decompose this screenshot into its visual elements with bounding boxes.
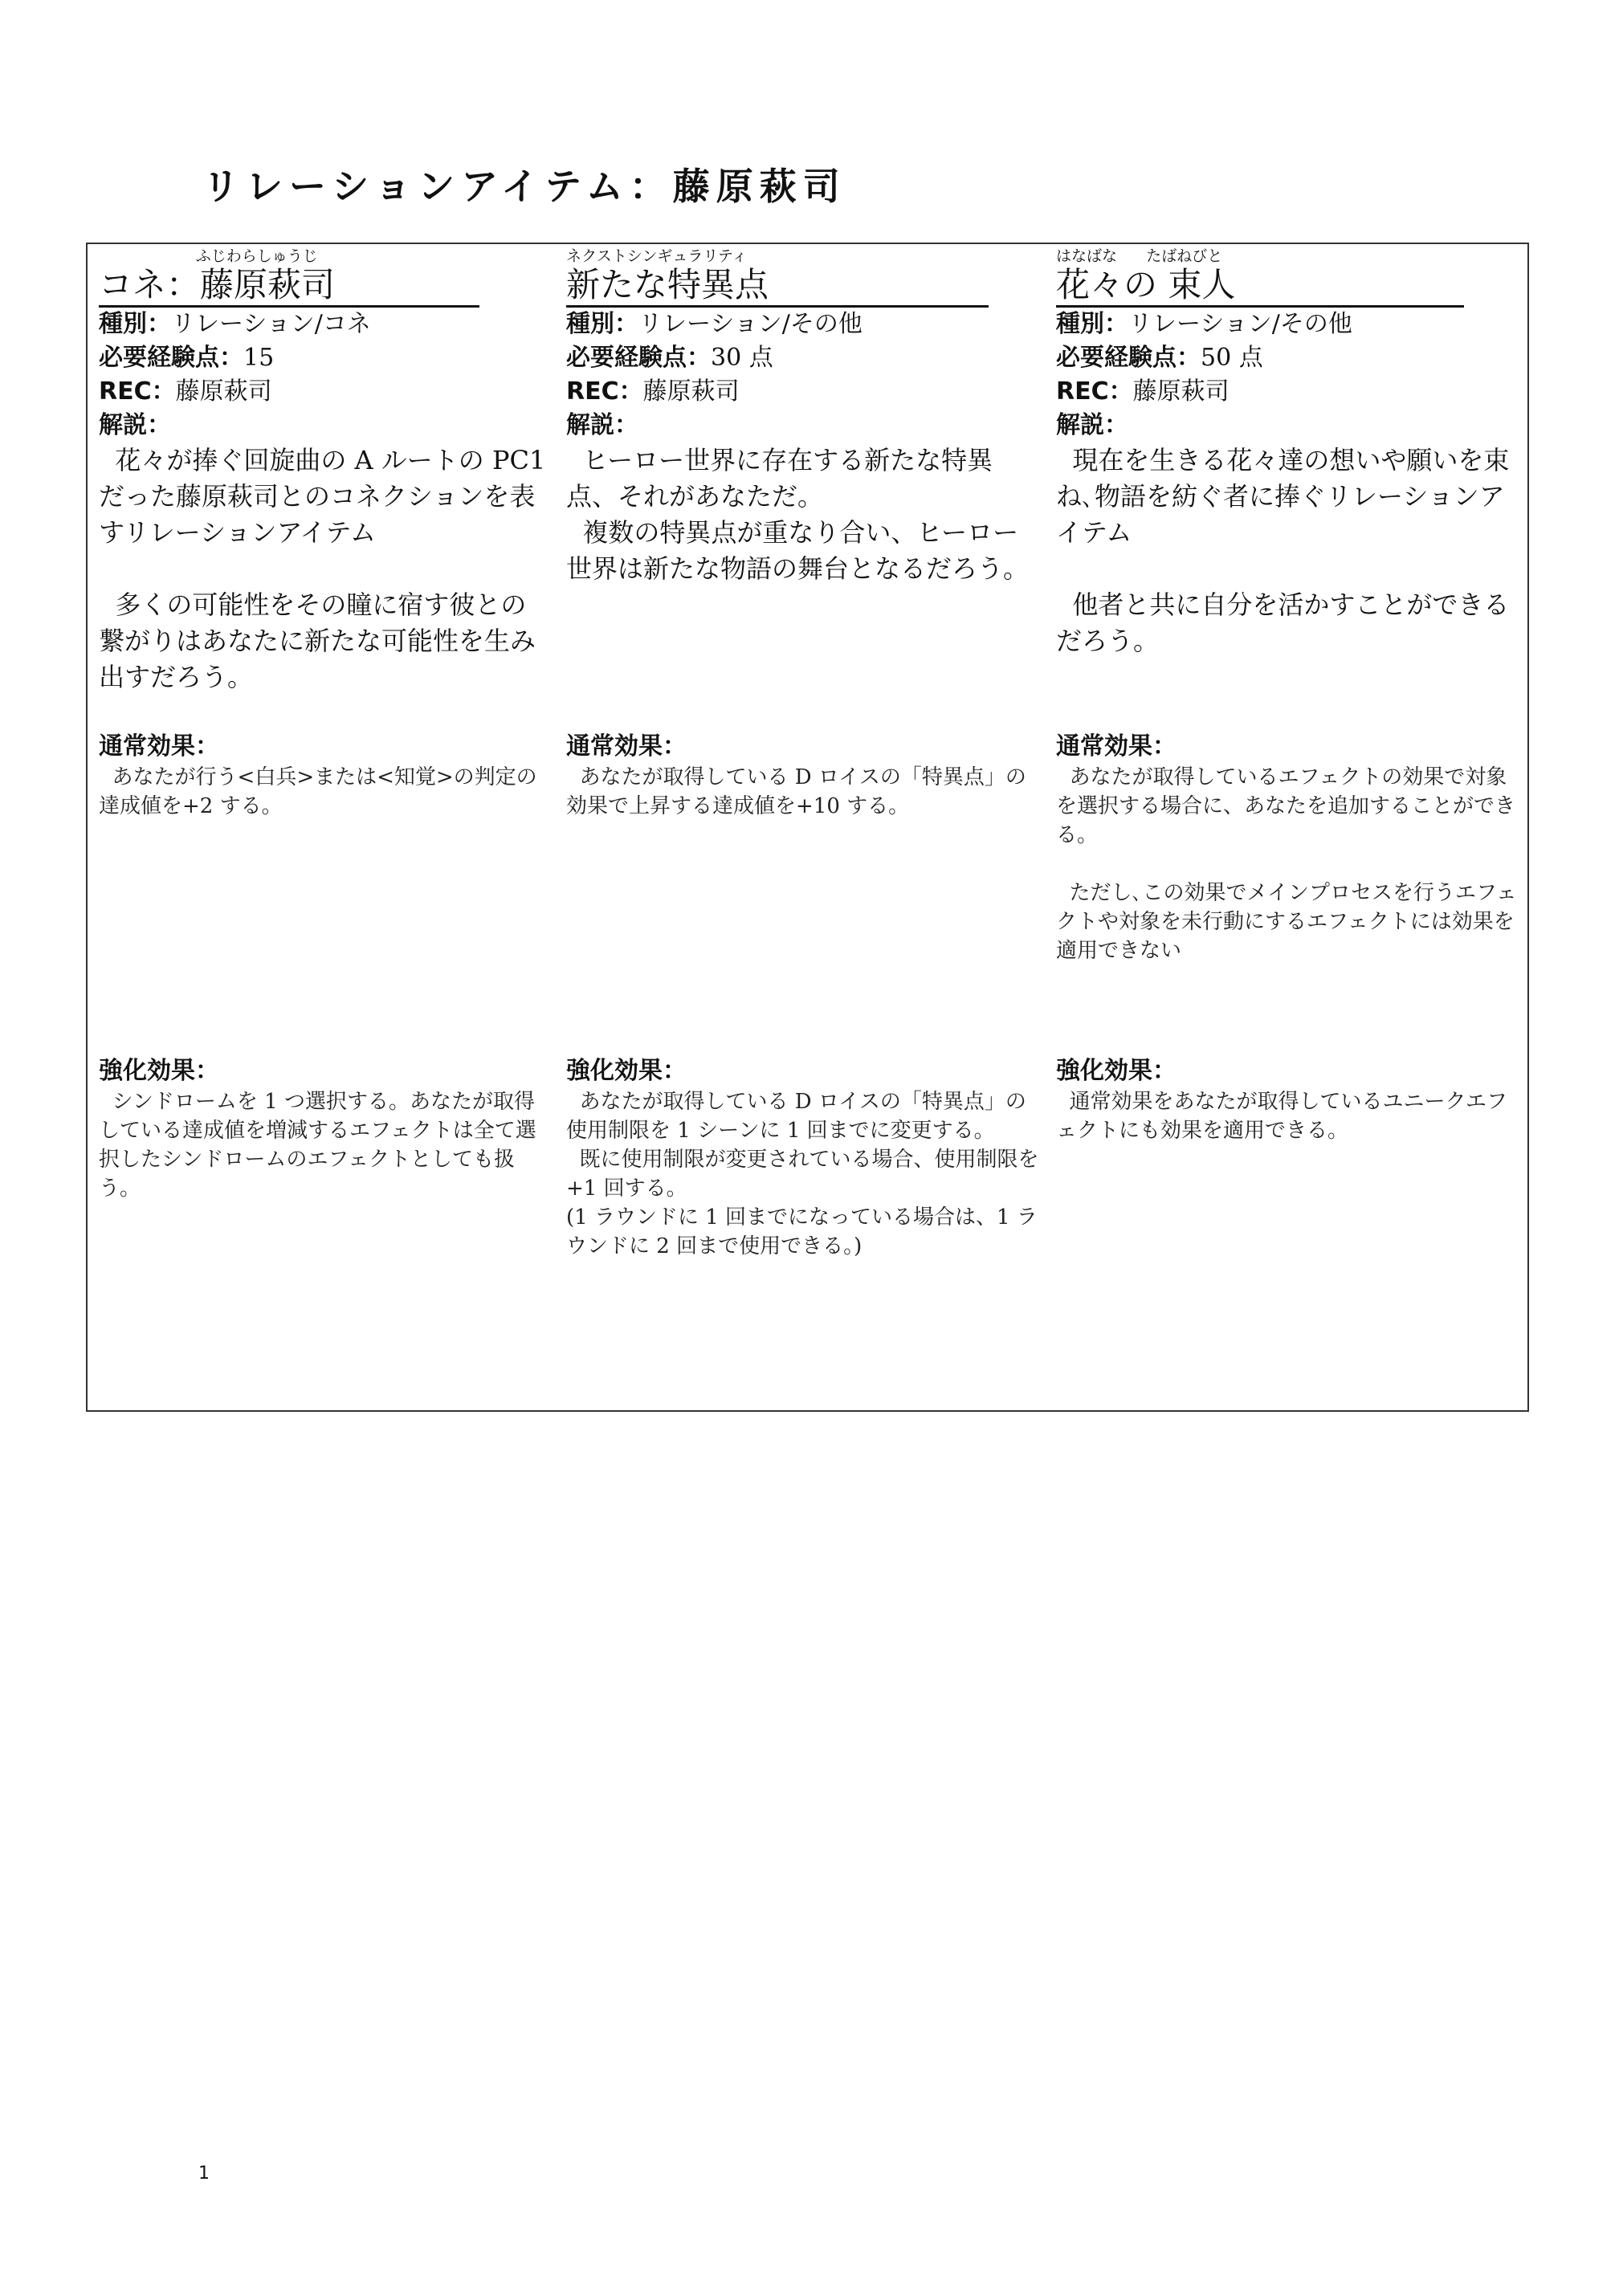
item-rec-row: [99, 375, 549, 409]
boost-effect-label: 強化効果：: [566, 1057, 687, 1085]
item-exp-row: [566, 341, 1040, 375]
normal-effect-label: 通常効果：: [99, 732, 219, 761]
item-card-2: [566, 244, 1040, 1410]
item-name: 花々の 束人: [1056, 265, 1464, 308]
boost-effect-label: 強化効果：: [1056, 1057, 1177, 1085]
item-description: 現在を生きる花々達の想いや願いを束ね､物語を紡ぐ者に捧ぐリレーションアイテム 他者と共に自分を活かすことができるだろう。: [1056, 445, 1510, 656]
normal-effect-text: あなたが取得している D ロイスの「特異点」の効果で上昇する達成値を+10 する。: [566, 765, 1026, 818]
normal-effect-section: [1056, 731, 1522, 965]
type-label: 種別：: [566, 310, 638, 338]
boost-effect-text: 通常効果をあなたが取得しているユニークエフェクトにも効果を適用できる。: [1056, 1090, 1508, 1143]
boost-effect-label: 強化効果：: [99, 1057, 219, 1085]
item-rec-row: [566, 375, 1040, 409]
description-label: 解説：: [1056, 411, 1128, 439]
rec-label: REC：: [1056, 377, 1133, 406]
item-card-1: [99, 244, 549, 1410]
item-description: 花々が捧ぐ回旋曲の A ルートの PC1 だった藤原萩司とのコネクションを表すリレーションアイテム 多くの可能性をその瞳に宿す彼との繋がりはあなたに新たな可能性を生み出すだろう。: [99, 445, 546, 692]
relation-item-table: [86, 243, 1529, 1412]
exp-value: 15: [243, 344, 275, 372]
type-value: リレーション/その他: [638, 310, 863, 338]
item-exp-row: [99, 341, 549, 375]
boost-effect-text: あなたが取得している D ロイスの「特異点」の使用制限を 1 シーンに 1 回までに変更する。 既に使用制限が変更されている場合、使用制限を+1 回する。 (1 ラウンドに 1 回までになっている場合は、1 ラウンドに 2 回まで使用できる。): [566, 1090, 1039, 1258]
type-value: リレーション/コネ: [171, 310, 371, 338]
item-card-3: [1056, 244, 1522, 1410]
boost-effect-section: [1056, 1055, 1522, 1145]
description-label: 解説：: [99, 411, 171, 439]
rec-value: 藤原萩司: [175, 377, 272, 406]
normal-effect-text: あなたが取得しているエフェクトの効果で対象を選択する場合に、あなたを追加することができる。 ただし､この効果でメインプロセスを行うエフェクトや対象を未行動にするエフェクトには効果を適用できない: [1056, 765, 1517, 963]
rec-value: 藤原萩司: [1132, 377, 1230, 406]
item-name: コネ：藤原萩司: [99, 265, 479, 308]
item-rec-row: [1056, 375, 1522, 409]
boost-effect-text: シンドロームを 1 つ選択する。あなたが取得している達成値を増減するエフェクトは全て選択したシンドロームのエフェクトとしても扱う。: [99, 1090, 536, 1201]
item-type-row: [1056, 308, 1522, 341]
item-name-ruby: ネクストシンギュラリティ: [566, 247, 748, 265]
boost-effect-section: [566, 1055, 1040, 1261]
normal-effect-label: 通常効果：: [1056, 732, 1177, 761]
page-title: リレーションアイテム：藤原萩司: [202, 165, 846, 208]
type-value: リレーション/その他: [1128, 310, 1352, 338]
page-number: 1: [198, 2163, 210, 2184]
item-name: 新たな特異点: [566, 265, 989, 308]
normal-effect-label: 通常効果：: [566, 732, 687, 761]
description-label: 解説：: [566, 411, 638, 439]
normal-effect-section: [99, 731, 549, 821]
rec-value: 藤原萩司: [642, 377, 740, 406]
rec-label: REC：: [99, 377, 176, 406]
item-description: ヒーロー世界に存在する新たな特異点、それがあなただ。 複数の特異点が重なり合い、ヒーロー世界は新たな物語の舞台となるだろう。: [566, 445, 1030, 584]
exp-value: 30 点: [711, 344, 773, 372]
boost-effect-section: [99, 1055, 549, 1203]
type-label: 種別：: [99, 310, 171, 338]
normal-effect-text: あなたが行う<白兵>または<知覚>の判定の達成値を+2 する。: [99, 765, 537, 818]
item-exp-row: [1056, 341, 1522, 375]
item-type-row: [99, 308, 549, 341]
normal-effect-section: [566, 731, 1040, 821]
exp-label: 必要経験点：: [99, 344, 243, 372]
type-label: 種別：: [1056, 310, 1128, 338]
rec-label: REC：: [566, 377, 643, 406]
item-type-row: [566, 308, 1040, 341]
exp-label: 必要経験点：: [566, 344, 711, 372]
exp-label: 必要経験点：: [1056, 344, 1201, 372]
item-name-ruby: ふじわらしゅうじ: [99, 247, 318, 265]
item-name-ruby: はなばな たばねびと: [1056, 247, 1223, 265]
exp-value: 50 点: [1201, 344, 1263, 372]
